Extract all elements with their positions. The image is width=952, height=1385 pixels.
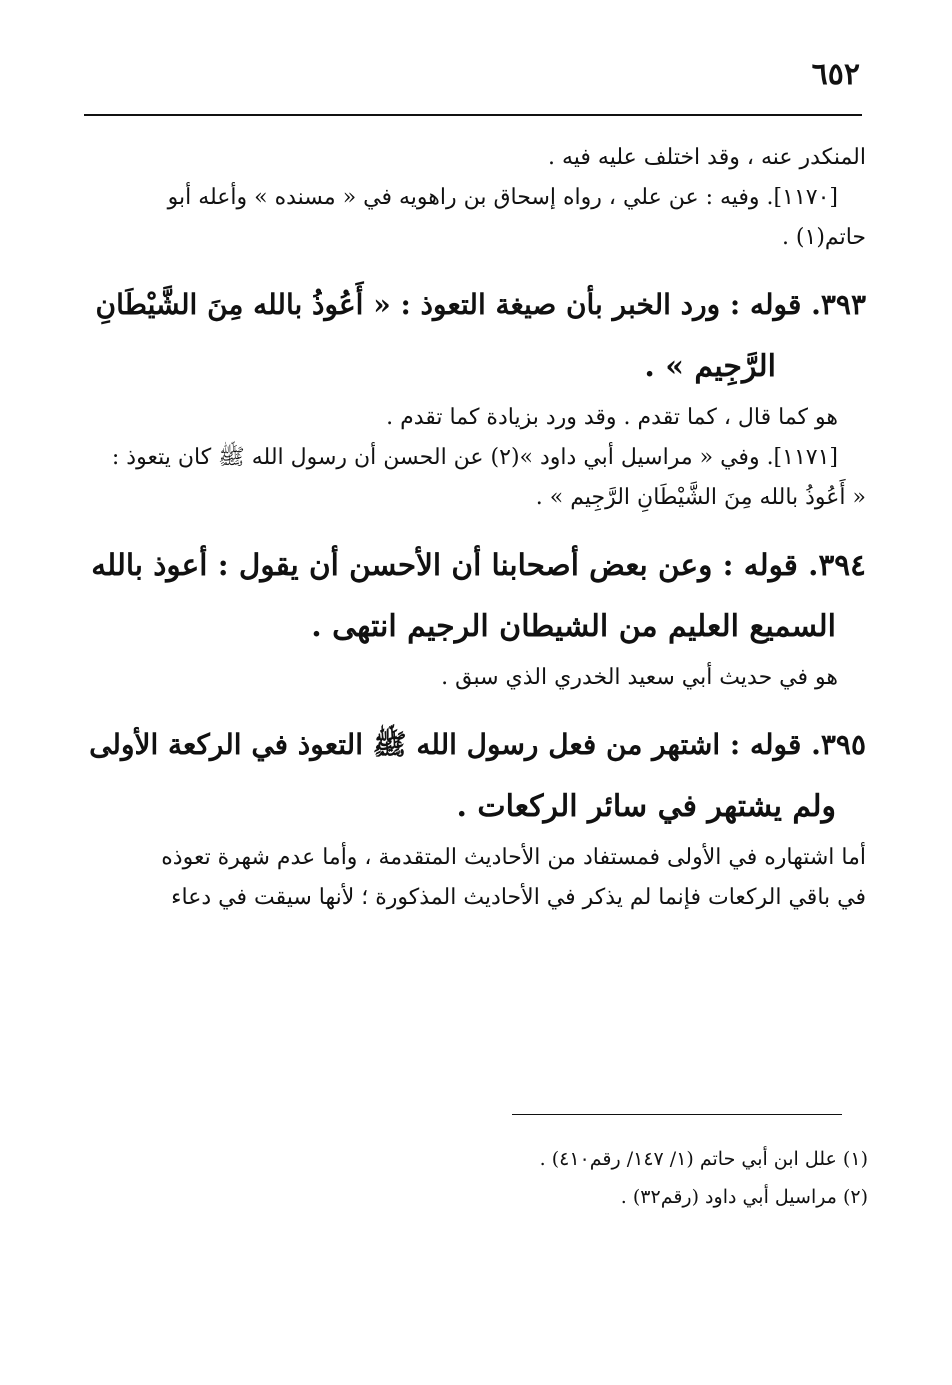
heading-line: ٣٩٤. قوله : وعن بعض أصحابنا أن الأحسن أن يقول : أعوذ بالله [91,547,866,582]
heading-line: الرَّجِيم » . [644,349,776,384]
heading-line: ٣٩٣. قوله : ورد الخبر بأن صيغة التعوذ : « أَعُوذُ بالله مِنَ الشَّيْطَانِ [95,288,866,321]
heading-line: السميع العليم من الشيطان الرجيم انتهى . [311,609,836,644]
page-number: ٦٥٢ [811,57,860,92]
text-line: المنكدر عنه ، وقد اختلف عليه فيه . [548,145,866,170]
section-heading-393 [84,274,866,398]
heading-line: ولم يشتهر في سائر الركعات . [456,789,836,824]
paragraph-394 [84,658,866,698]
section-heading-394 [84,534,866,658]
footnote-rule [512,1114,842,1115]
text-line: [١١٧٠]. وفيه : عن علي ، رواه إسحاق بن راهويه في « مسنده » وأعله أبو [167,185,838,210]
text-line: [١١٧١]. وفي « مراسيل أبي داود »(٢) عن الحسن أن رسول الله ﷺ كان يتعوذ : [111,445,838,470]
paragraph-continuation [84,138,866,258]
footnotes [84,1140,868,1216]
paragraph-395 [84,838,866,918]
text-line: هو في حديث أبي سعيد الخدري الذي سبق . [441,665,838,690]
text-line: هو كما قال ، كما تقدم . وقد ورد بزيادة كما تقدم . [386,405,838,430]
text-line: « أَعُوذُ بالله مِنَ الشَّيْطَانِ الرَّجِيم » . [535,485,866,510]
header-rule [84,114,862,116]
paragraph-393 [84,398,866,518]
heading-line: ٣٩٥. قوله : اشتهر من فعل رسول الله ﷺ التعوذ في الركعة الأولى [89,728,866,761]
footnote-1: (١) علل ابن أبي حاتم (١/ ١٤٧/ رقم٤١٠) . [539,1148,868,1170]
section-heading-395 [84,714,866,838]
text-line: في باقي الركعات فإنما لم يذكر في الأحاديث المذكورة ؛ لأنها سيقت في دعاء [171,885,866,910]
footnote-2: (٢) مراسيل أبي داود (رقم٣٢) . [620,1186,868,1208]
text-line: أما اشتهاره في الأولى فمستفاد من الأحاديث المتقدمة ، وأما عدم شهرة تعوذه [161,845,866,870]
text-line: حاتم(١) . [781,225,866,250]
page-body [84,138,866,926]
